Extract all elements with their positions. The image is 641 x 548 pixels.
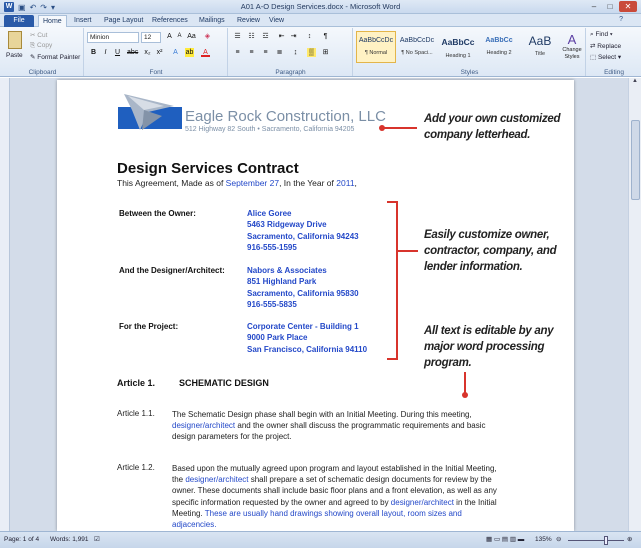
owner-label[interactable]: Between the Owner:	[119, 209, 196, 218]
callout-letterhead: Add your own customized company letterhead.	[424, 113, 561, 141]
change-styles-button[interactable]: A Change Styles	[562, 32, 582, 60]
minimize-button[interactable]: –	[591, 2, 597, 11]
scrollbar-thumb[interactable]	[631, 120, 640, 200]
highlight-icon[interactable]: ab	[185, 49, 194, 56]
zoom-slider[interactable]	[568, 540, 624, 541]
designer-info[interactable]: Nabors & Associates 851 Highland Park Sacramento, California 95830 916-555-5835	[247, 266, 359, 309]
numbering-icon[interactable]: ☷	[248, 33, 255, 40]
superscript-icon[interactable]: x²	[156, 49, 163, 56]
format-painter-button[interactable]: ✎ Format Painter	[30, 54, 81, 61]
view-buttons[interactable]: ▦ ▭ ▤ ▥ ▬	[486, 536, 525, 543]
replace-icon: ⇄	[590, 43, 596, 50]
bracket-spine	[396, 201, 398, 360]
article-1-1-text[interactable]: The Schematic Design phase shall begin with an Initial Meeting. During this meeting, designer/architect and the owner shall discuss the programmatic requirements and basic design parameters for the project.	[172, 410, 486, 442]
zoom-in-icon[interactable]: ⊕	[627, 536, 633, 543]
justify-icon[interactable]: ≣	[276, 49, 283, 56]
paragraph-group-label: Paragraph	[275, 69, 306, 76]
word-count[interactable]: Words: 1,991	[50, 536, 89, 543]
callout-customize: Easily customize owner, contractor, company, and lender information.	[424, 229, 557, 273]
select-button[interactable]: ⬚ Select ▾	[590, 54, 622, 61]
font-color-icon[interactable]: A	[201, 48, 210, 57]
word-logo-icon[interactable]: W	[5, 3, 13, 10]
line-spacing-icon[interactable]: ↨	[293, 49, 298, 56]
underline-icon[interactable]: U	[114, 49, 121, 56]
show-formatting-icon[interactable]: ¶	[323, 33, 328, 40]
style-no-spacing[interactable]: AaBbCcDc ¶ No Spaci...	[399, 37, 435, 56]
font-size-select[interactable]: 12	[141, 32, 161, 43]
page-count[interactable]: Page: 1 of 4	[4, 536, 40, 543]
tab-mailings[interactable]: Mailings	[199, 17, 225, 24]
tab-review[interactable]: Review	[237, 17, 260, 24]
align-left-icon[interactable]: ≡	[235, 49, 240, 56]
editable-connector	[464, 372, 466, 394]
document-title[interactable]: Design Services Contract	[117, 160, 299, 177]
zoom-slider-thumb[interactable]	[604, 536, 608, 545]
zoom-out-icon[interactable]: ⊖	[556, 536, 562, 543]
window-title: A01 A-O Design Services.docx - Microsoft Word	[240, 2, 401, 11]
font-group-label: Font	[149, 69, 163, 76]
editable-dot	[462, 392, 468, 398]
multilevel-list-icon[interactable]: ☲	[262, 33, 269, 40]
ribbon-tab-bar	[0, 14, 641, 27]
letterhead-connector	[381, 127, 417, 129]
shrink-font-icon[interactable]: A	[177, 33, 182, 39]
save-icon[interactable]: ▣	[18, 2, 26, 12]
paste-icon[interactable]	[8, 31, 22, 49]
shading-icon[interactable]: ▒	[307, 48, 316, 57]
redo-icon[interactable]: ↷	[40, 2, 47, 12]
clipboard-group	[2, 28, 84, 76]
undo-icon[interactable]: ↶	[29, 2, 37, 12]
clipboard-group-label: Clipboard	[28, 69, 57, 76]
owner-info[interactable]: Alice Goree 5463 Ridgeway Drive Sacramento, California 94243 916-555-1595	[247, 209, 359, 252]
company-logo-icon	[118, 90, 182, 138]
tab-references[interactable]: References	[152, 17, 188, 24]
brush-icon: ✎	[30, 54, 36, 61]
select-icon: ⬚	[590, 54, 597, 61]
tab-file[interactable]: File	[4, 15, 34, 27]
title-bar	[0, 0, 641, 14]
close-button[interactable]: ✕	[619, 1, 637, 12]
agreement-line[interactable]: This Agreement, Made as of September 27, In the Year of 2011,	[117, 178, 357, 188]
subscript-icon[interactable]: x₂	[144, 49, 151, 56]
scroll-up-icon[interactable]: ▲	[632, 78, 638, 84]
replace-button[interactable]: ⇄ Replace	[590, 43, 622, 50]
change-case-icon[interactable]: Aa	[187, 33, 196, 40]
letterhead-dot	[379, 125, 385, 131]
bracket-bottom	[387, 358, 398, 360]
ribbon	[0, 27, 641, 77]
align-center-icon[interactable]: ≡	[249, 49, 254, 56]
window-controls	[587, 1, 637, 12]
vertical-scrollbar[interactable]	[628, 78, 641, 531]
article-heading[interactable]: Article 1. SCHEMATIC DESIGN	[117, 378, 269, 388]
style-normal[interactable]: AaBbCcDc ¶ Normal	[356, 31, 396, 63]
agreement-year: 2011	[336, 178, 355, 188]
paragraph-group	[229, 28, 353, 76]
copy-icon: ⎘	[30, 42, 36, 49]
bullets-icon[interactable]: ☰	[234, 33, 241, 40]
text-effects-icon[interactable]: A	[173, 49, 178, 56]
change-styles-icon: A	[567, 32, 577, 47]
tab-home[interactable]: Home	[38, 15, 67, 27]
italic-icon[interactable]: I	[104, 49, 107, 56]
editing-group-label: Editing	[604, 69, 624, 76]
style-heading-1[interactable]: AaBbCc Heading 1	[441, 37, 475, 59]
increase-indent-icon[interactable]: ⇥	[290, 33, 297, 40]
help-icon[interactable]: ?	[619, 16, 623, 23]
proofing-icon[interactable]: ☑	[94, 536, 100, 543]
callout-editable: All text is editable by any major word processing program.	[424, 325, 554, 369]
editing-group	[588, 28, 640, 76]
align-right-icon[interactable]: ≡	[263, 49, 268, 56]
cut-button[interactable]: ✂ Cut	[30, 32, 48, 39]
agreement-date: September 27	[225, 178, 280, 188]
sort-icon[interactable]: ↕	[307, 33, 312, 40]
grow-font-icon[interactable]: A	[167, 33, 172, 40]
designer-label[interactable]: And the Designer/Architect:	[119, 266, 225, 275]
style-title[interactable]: AaB Title	[528, 34, 552, 57]
article-1-2-label[interactable]: Article 1.2.	[117, 463, 155, 472]
bracket-connector	[398, 250, 418, 252]
strikethrough-icon[interactable]: abc	[127, 49, 139, 56]
clear-formatting-icon[interactable]: ◈	[204, 33, 211, 40]
article-1-2-text[interactable]: Based upon the mutually agreed upon program and layout established in the Initial Meeting, the designer/architect shall prepare a set of schematic design documents for review by the owner. These documents shall include basic floor plans and a front elevation, as well as any specific information requested by the owner and agreed to by designer/architect in the Initial Meeting. These are usually hand drawings showing overall layout, room sizes and adjacencies.	[172, 464, 497, 530]
tab-insert[interactable]: Insert	[74, 17, 92, 24]
cut-icon: ✂	[30, 32, 36, 39]
maximize-button[interactable]: □	[607, 2, 613, 11]
find-icon: ⌕	[590, 31, 594, 38]
company-name[interactable]: Eagle Rock Construction, LLC	[185, 108, 386, 125]
paste-button[interactable]: Paste	[6, 52, 23, 59]
find-button[interactable]: ⌕ Find ▾	[590, 31, 613, 38]
tab-view[interactable]: View	[269, 17, 285, 24]
borders-icon[interactable]: ⊞	[322, 49, 329, 56]
bold-icon[interactable]: B	[90, 49, 97, 56]
status-bar	[0, 531, 641, 548]
font-name-select[interactable]: Minion	[87, 32, 139, 43]
styles-group-label: Styles	[460, 69, 479, 76]
quick-access-dropdown-icon[interactable]: ▾	[50, 2, 55, 12]
company-address[interactable]: 512 Highway 82 South • Sacramento, California 94205	[185, 126, 355, 133]
style-heading-2[interactable]: AaBbCc Heading 2	[485, 37, 513, 56]
article-1-1-label[interactable]: Article 1.1.	[117, 409, 155, 418]
zoom-level[interactable]: 135%	[535, 536, 552, 543]
vertical-ruler	[0, 78, 10, 531]
tab-page-layout[interactable]: Page Layout	[104, 17, 144, 24]
copy-button[interactable]: ⎘ Copy	[30, 42, 53, 49]
project-label[interactable]: For the Project:	[119, 322, 179, 331]
decrease-indent-icon[interactable]: ⇤	[278, 33, 285, 40]
font-group	[85, 28, 228, 76]
project-info[interactable]: Corporate Center - Building 1 9000 Park Place San Francisco, California 94110	[247, 322, 368, 354]
styles-group	[354, 28, 586, 76]
